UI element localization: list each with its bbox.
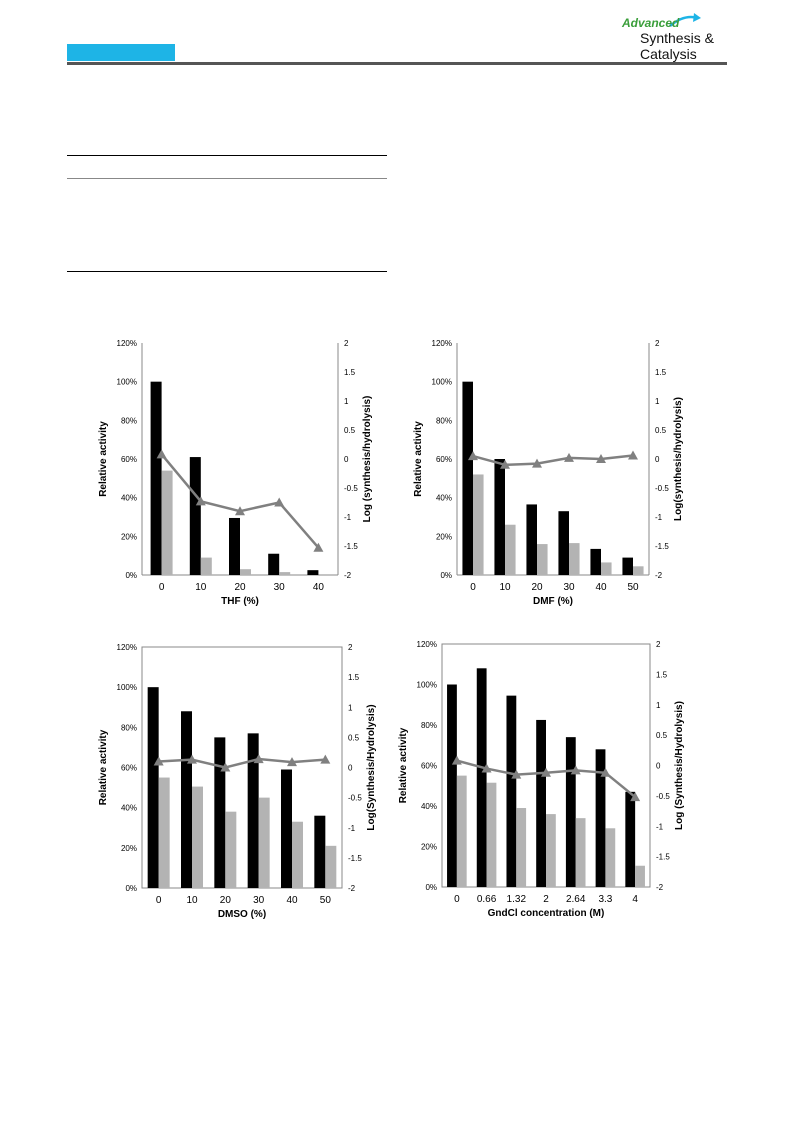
bar	[248, 733, 259, 888]
arrow-icon-head	[693, 13, 701, 22]
y2-tick-label: 2	[344, 339, 349, 348]
x-tick-label: 10	[186, 895, 198, 906]
bar	[281, 770, 292, 888]
bar	[307, 570, 318, 575]
bar	[229, 518, 240, 575]
bar	[605, 828, 615, 887]
y2-tick-label: -2	[656, 883, 664, 892]
y2-tick-label: -2	[655, 571, 663, 580]
x-axis-title: GndCl concentration (M)	[487, 908, 605, 919]
x-tick-label: 50	[319, 895, 331, 906]
y2-tick-label: -0.5	[348, 793, 362, 803]
bar	[279, 572, 290, 575]
x-tick-label: 10	[195, 582, 207, 593]
bar	[201, 558, 212, 575]
bar	[601, 562, 612, 575]
bar	[494, 459, 505, 575]
bar	[462, 382, 473, 575]
y-axis-title: Relative activity	[398, 727, 409, 804]
x-tick-label: 30	[273, 582, 285, 593]
bar	[473, 474, 484, 575]
x-tick-label: 0	[158, 582, 165, 593]
bar	[457, 776, 467, 887]
bar	[566, 737, 576, 887]
bar	[596, 749, 606, 887]
y-tick-label: 100%	[416, 680, 437, 690]
x-tick-label: 50	[627, 582, 639, 593]
y2-tick-label: -1.5	[655, 542, 669, 551]
bar	[558, 511, 569, 575]
bar	[292, 822, 303, 888]
header-accent-bar	[67, 44, 175, 61]
y2-tick-label: 0.5	[348, 733, 360, 743]
table-top-rule	[67, 155, 387, 156]
x-tick-label: 20	[234, 582, 246, 593]
y-tick-label: 20%	[120, 532, 137, 542]
bar	[477, 668, 487, 887]
x-tick-label: 30	[563, 582, 575, 593]
bar	[526, 504, 537, 575]
y-axis-title: Relative activity	[413, 421, 424, 497]
bar	[622, 558, 633, 575]
y2-tick-label: -1	[348, 823, 356, 833]
x-tick-label: 4	[632, 894, 638, 905]
plot-frame	[142, 647, 342, 888]
bar	[314, 816, 325, 888]
y2-tick-label: 1.5	[344, 368, 356, 377]
bar	[537, 544, 548, 575]
y2-tick-label: 0	[348, 763, 353, 773]
y-tick-label: 100%	[431, 377, 452, 387]
logo-advanced: Advanced	[622, 16, 680, 30]
y-tick-label: 20%	[435, 532, 452, 542]
bar	[546, 814, 556, 887]
y2-tick-label: 1	[656, 700, 661, 710]
chart-dmf	[395, 335, 715, 610]
y-tick-label: 80%	[120, 723, 137, 733]
y2-tick-label: 0.5	[655, 426, 667, 435]
y2-tick-label: -0.5	[656, 791, 670, 801]
y2-tick-label: 0	[344, 455, 349, 464]
y-tick-label: 40%	[120, 803, 137, 813]
y2-tick-label: 0.5	[344, 426, 356, 435]
bar	[240, 569, 251, 575]
y-tick-label: 20%	[420, 842, 437, 852]
journal-logo	[610, 10, 760, 65]
x-tick-label: 30	[253, 895, 265, 906]
bar	[487, 783, 497, 887]
bar	[268, 554, 279, 575]
y2-axis-title: Log(Synthesis/Hydrolysis)	[366, 704, 377, 831]
table-bottom-rule	[67, 271, 387, 272]
x-tick-label: 1.32	[506, 894, 527, 905]
y-tick-label: 0%	[440, 571, 452, 580]
bar	[635, 866, 645, 887]
x-tick-label: 0	[454, 894, 460, 905]
x-axis-title: DMF (%)	[533, 596, 573, 607]
y2-tick-label: 0	[656, 761, 661, 771]
table-header-rule	[67, 178, 387, 179]
bar	[225, 812, 236, 888]
y-tick-label: 40%	[120, 493, 137, 503]
bar	[625, 792, 635, 887]
bar	[148, 687, 159, 888]
y2-tick-label: 2	[655, 339, 660, 348]
y2-tick-label: 0.5	[656, 731, 668, 741]
bar	[536, 720, 546, 887]
y-tick-label: 40%	[435, 493, 452, 503]
y-tick-label: 60%	[435, 455, 452, 464]
y-tick-label: 100%	[116, 377, 137, 387]
y2-tick-label: 0	[655, 455, 660, 464]
x-tick-label: 10	[499, 582, 511, 593]
chart-gndcl	[390, 632, 715, 932]
y-axis-title: Relative activity	[98, 421, 109, 497]
y2-tick-label: -0.5	[655, 484, 669, 493]
y-tick-label: 0%	[425, 883, 437, 892]
y2-axis-title: Log(synthesis/hydrolysis)	[673, 397, 684, 521]
x-tick-label: 40	[312, 582, 324, 593]
x-tick-label: 40	[286, 895, 298, 906]
y2-tick-label: 1	[655, 397, 660, 406]
y2-tick-label: -1	[655, 513, 663, 522]
y-tick-label: 80%	[420, 721, 437, 730]
y-tick-label: 0%	[125, 884, 137, 893]
y-tick-label: 60%	[120, 763, 137, 773]
chart-thf	[90, 335, 395, 610]
x-tick-label: 2	[543, 894, 549, 905]
bar	[181, 711, 192, 888]
bar	[159, 778, 170, 888]
y-tick-label: 20%	[120, 843, 137, 853]
y2-tick-label: 2	[348, 643, 353, 652]
chart-dmso	[90, 635, 395, 930]
logo-catalysis: Catalysis	[640, 46, 697, 62]
bar	[516, 808, 526, 887]
y-tick-label: 0%	[125, 571, 137, 580]
bar	[633, 566, 644, 575]
y2-tick-label: -1.5	[348, 853, 362, 863]
logo-synthesis: Synthesis &	[640, 30, 714, 46]
bar	[569, 543, 580, 575]
y-tick-label: 40%	[420, 802, 437, 811]
x-tick-label: 0	[470, 582, 476, 593]
y-axis-title: Relative activity	[98, 729, 109, 806]
y2-tick-label: 1.5	[656, 670, 668, 680]
y2-tick-label: -1	[656, 822, 664, 832]
y-tick-label: 120%	[416, 640, 437, 649]
y-tick-label: 120%	[431, 339, 452, 348]
y2-tick-label: -0.5	[344, 484, 358, 493]
x-tick-label: 20	[219, 895, 231, 906]
y2-tick-label: -2	[344, 571, 352, 580]
y-tick-label: 100%	[116, 683, 137, 693]
y2-tick-label: 1	[348, 703, 353, 713]
x-tick-label: 2.64	[565, 894, 586, 905]
y2-axis-title: Log (Synthesis/Hydrolysis)	[674, 701, 685, 830]
y2-tick-label: -1	[344, 513, 352, 522]
y-tick-label: 80%	[120, 416, 137, 426]
bar	[214, 737, 225, 888]
y2-axis-title: Log (synthesis/hydrolysis)	[362, 395, 373, 523]
bar	[192, 787, 203, 888]
y-tick-label: 60%	[120, 455, 137, 464]
bar	[505, 525, 516, 575]
y-tick-label: 60%	[420, 761, 437, 771]
bar	[190, 457, 201, 575]
y2-tick-label: -1.5	[344, 542, 358, 551]
y2-tick-label: -2	[348, 884, 356, 893]
y2-tick-label: -1.5	[656, 852, 670, 862]
x-tick-label: 40	[595, 582, 607, 593]
y2-tick-label: 2	[656, 640, 661, 649]
bar	[259, 798, 270, 888]
x-tick-label: 20	[531, 582, 543, 593]
y-tick-label: 120%	[116, 643, 137, 652]
bar	[590, 549, 601, 575]
bar	[162, 471, 173, 575]
y2-tick-label: 1	[344, 397, 349, 406]
bar	[576, 818, 586, 887]
y2-tick-label: 1.5	[655, 368, 667, 377]
x-axis-title: THF (%)	[221, 596, 259, 607]
bar	[325, 846, 336, 888]
x-axis-title: DMSO (%)	[217, 909, 267, 920]
x-tick-label: 3.3	[598, 894, 613, 905]
y-tick-label: 80%	[435, 416, 452, 426]
bar	[151, 382, 162, 575]
y2-tick-label: 1.5	[348, 673, 360, 683]
bar	[506, 696, 516, 887]
x-tick-label: 0.66	[476, 894, 497, 905]
bar	[447, 685, 457, 888]
x-tick-label: 0	[155, 895, 162, 906]
y-tick-label: 120%	[116, 339, 137, 348]
